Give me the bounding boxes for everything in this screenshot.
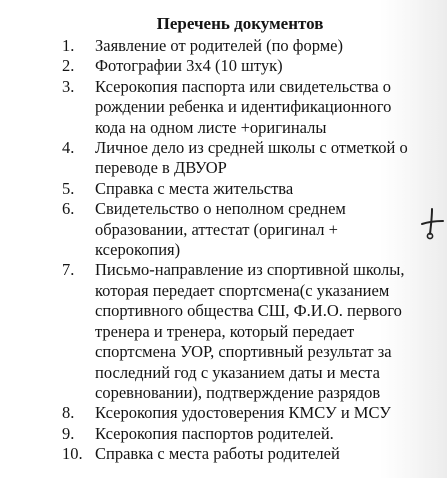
item-line: спортсмена УОР, спортивный результат за [95,342,392,362]
item-text [95,199,441,260]
item-number: 6. [62,199,75,219]
list-item [0,179,447,199]
item-number: 9. [62,423,75,443]
item-line: Личное дело из средней школы с отметкой о [95,138,408,158]
item-number: 2. [62,56,75,76]
item-number: 1. [62,36,75,55]
item-line: Справка с места жительства [95,178,294,198]
item-line: Ксерокопия паспортов родителей. [95,423,334,443]
item-line: образовании, аттестат (оригинал + [95,219,338,239]
item-line: рождении ребенка и идентификационного [95,97,392,117]
item-line: последний год с указанием даты и места [95,362,380,382]
item-line: Ксерокопия паспорта или свидетельства о [95,76,391,96]
item-text [95,138,441,179]
item-line: Письмо-направление из спортивной школы, [95,260,405,280]
item-line: Заявление от родителей (по форме) [95,36,343,55]
item-line: тренера и тренера, который передает [95,321,355,341]
item-number: 10. [62,444,83,464]
list-item [0,36,447,56]
item-number: 5. [62,178,75,198]
item-line: переводе в ДВУОР [95,158,227,178]
list-item [0,199,447,260]
item-line: Фотографии 3х4 (10 штук) [95,56,283,76]
list-item [0,56,447,76]
list-item [0,260,447,403]
item-text [95,36,441,56]
list-item [0,403,447,423]
document-title: Перечень документов [156,14,324,33]
item-number: 3. [62,76,75,96]
pen-mark-icon [419,207,445,241]
item-text [95,179,441,199]
item-line: Ксерокопия удостоверения КМСУ и МСУ [95,403,391,423]
item-number: 4. [62,138,75,158]
item-line: кода на одном листе +оригиналы [95,117,327,137]
item-number: 8. [62,403,75,423]
item-text [95,56,441,76]
list-item [0,77,447,138]
list-item [0,444,447,464]
item-line: ксерокопия) [95,240,181,260]
item-text [95,444,441,464]
item-text [95,424,441,444]
list-item [0,138,447,179]
item-text [95,260,441,403]
item-line: спортивного общества СШ, Ф.И.О. первого [95,301,402,321]
item-line: Справка с места работы родителей [95,444,340,464]
item-text [95,403,441,423]
list-item [0,424,447,444]
item-line: которая передает спортсмена(с указанием [95,280,390,300]
item-line: Свидетельство о неполном среднем [95,199,346,219]
item-text [95,77,441,138]
item-number: 7. [62,260,75,280]
document-list [0,36,447,465]
item-line: соревновании), подтверждение разрядов [95,382,381,402]
